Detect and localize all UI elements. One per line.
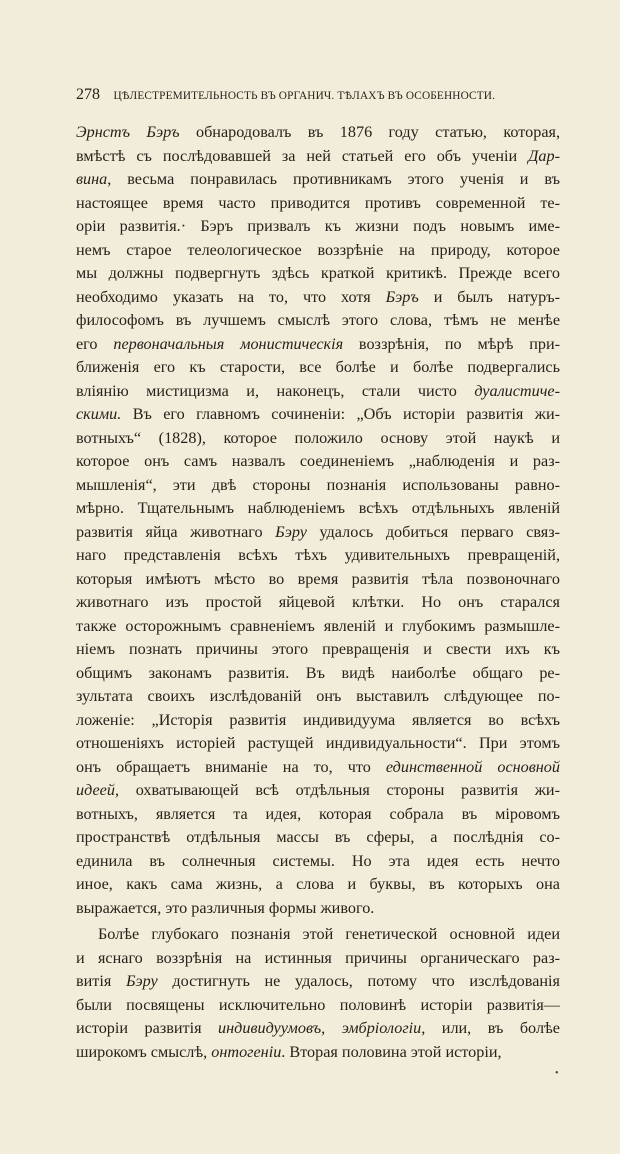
text-span: также осторожнымъ сравненіемъ явленій и глубокимъ размышле- [76, 616, 560, 635]
text-line [76, 873, 560, 897]
text-span: и былъ натуръ- [418, 287, 560, 306]
text-line [76, 215, 560, 239]
italic-span: индивидуумовъ [218, 1019, 322, 1037]
text-span: философомъ въ лучшемъ смыслѣ этого слова, тѣмъ не менѣе [76, 311, 560, 329]
text-line [76, 286, 560, 310]
text-line [76, 544, 560, 568]
text-line [76, 239, 560, 263]
italic-span: эмбріологіи [341, 1019, 422, 1037]
italic-span: скими. [76, 405, 122, 423]
text-line [76, 923, 560, 947]
text-span: зультата своихъ изслѣдованій онъ выставилъ слѣдующее по- [76, 687, 560, 705]
text-span: и яснаго воззрѣнія на истинныя причины органическаго раз- [76, 948, 560, 967]
text-line [76, 568, 560, 592]
text-line [76, 380, 560, 404]
text-line [76, 803, 560, 827]
text-line [76, 638, 560, 662]
text-span: , [321, 1019, 342, 1037]
text-line [76, 615, 560, 639]
text-span: отношеніяхъ исторіей растущей индивидуальности“. При этомъ [76, 734, 560, 752]
text-line [76, 450, 560, 474]
text-line [76, 897, 560, 921]
text-span: ніемъ познать причины этого превращенія и свести ихъ къ [76, 640, 560, 658]
text-span: которыя имѣютъ мѣсто во время развитія тѣла позвоночнаго [76, 569, 560, 588]
text-line [76, 262, 560, 286]
text-span: оріи развитія.· Бэръ призвалъ къ жизни подъ новымъ име- [76, 217, 560, 235]
text-span: достигнуть не удалось, потому что изслѣдованія [157, 972, 560, 990]
text-line [76, 497, 560, 521]
text-span: единила въ солнечныя системы. Но эта идея есть нечто [76, 851, 560, 870]
text-span: , весьма понравилась противникамъ этого ученія и въ [107, 170, 560, 188]
text-line [76, 826, 560, 850]
text-line [76, 168, 560, 192]
text-line [76, 591, 560, 615]
italic-span: онтогеніи [211, 1042, 282, 1061]
text-span: исторіи развитія [76, 1019, 219, 1037]
text-line [76, 427, 560, 451]
text-line [76, 970, 560, 994]
italic-span: единственной основной [385, 757, 560, 776]
page-number: 278 [76, 86, 100, 103]
text-span: были посвящены исключительно половинѣ исторіи развитія— [76, 995, 560, 1014]
text-line [76, 1017, 560, 1041]
text-line [76, 474, 560, 498]
text-span: развитія яйца животнаго [76, 522, 276, 541]
text-line [76, 121, 560, 145]
text-span: воззрѣнія, по мѣрѣ при- [343, 334, 561, 353]
text-span: широкомъ смыслѣ, [76, 1042, 212, 1061]
text-span: Болѣе глубокаго познанія этой генетической основной идеи [98, 925, 560, 943]
text-span: вліянію мистицизма и, наконецъ, стали чисто [76, 381, 475, 400]
italic-span: Эрнстъ Бэръ [76, 123, 180, 141]
italic-span: вина [76, 170, 108, 188]
body-text [76, 121, 560, 1064]
text-line [76, 850, 560, 874]
text-span: вотныхъ, является та идея, которая собрала въ міровомъ [76, 804, 560, 823]
text-span: которое онъ самъ назвалъ соединеніемъ „наблюденія и раз- [76, 452, 560, 470]
text-line [76, 521, 560, 545]
text-line [76, 333, 560, 357]
page-header [76, 86, 560, 104]
text-span: необходимо указать на то, что хотя [76, 287, 386, 306]
text-span: настоящее время часто приводится противъ современной те- [76, 193, 560, 212]
italic-span: Бэру [125, 972, 158, 990]
text-span: Въ его главномъ сочиненіи: „Объ исторіи развитія жи- [121, 405, 560, 423]
text-line [76, 403, 560, 427]
text-span: , или, въ болѣе [421, 1019, 560, 1037]
text-line [76, 994, 560, 1018]
text-line [76, 192, 560, 216]
text-span: обнародовалъ въ 1876 году статью, которая, [179, 123, 560, 141]
italic-span: идеей [76, 781, 115, 799]
text-line [76, 709, 560, 733]
text-line [76, 145, 560, 169]
italic-span: дуалистиче- [474, 381, 560, 400]
text-span: мѣрно. Тщательнымъ наблюденіемъ всѣхъ отдѣльныхъ явленій [76, 499, 560, 517]
speck-mark: • [555, 1068, 559, 1079]
text-span: его [76, 334, 114, 353]
text-line [76, 756, 560, 780]
text-line [76, 732, 560, 756]
text-span: онъ обращаетъ вниманіе на то, что [76, 757, 386, 776]
paragraph [76, 923, 560, 1064]
text-span: наго представленія всѣхъ тѣхъ удивительныхъ превращеній, [76, 546, 560, 564]
italic-span: Бэру [275, 522, 307, 541]
text-line [76, 1041, 560, 1065]
text-span: мы должны подвергнуть здѣсь краткой критикѣ. Прежде всего [76, 264, 560, 282]
text-span: ближенія его къ старости, все болѣе и болѣе подвергались [76, 358, 560, 376]
text-line [76, 309, 560, 333]
italic-span: Дар- [528, 146, 560, 165]
text-span: удалось добиться перваго связ- [306, 522, 560, 541]
text-span: витія [76, 972, 126, 990]
text-line [76, 947, 560, 971]
text-span: пространствѣ отдѣльныя массы въ сферы, а послѣднія со- [76, 828, 560, 846]
text-span: иное, какъ сама жизнь, а слова и буквы, въ которыхъ она [76, 875, 560, 893]
text-line [76, 356, 560, 380]
text-span: общимъ законамъ развитія. Въ видѣ наиболѣе общаго ре- [76, 663, 560, 682]
text-span: . Вторая половина этой исторіи, [281, 1042, 502, 1061]
text-line [76, 779, 560, 803]
italic-span: Бэръ [385, 287, 419, 306]
text-span: животнаго изъ простой яйцевой клѣтки. Но онъ старался [76, 593, 560, 611]
text-line [76, 662, 560, 686]
text-span: , охватывающей всѣ отдѣльныя стороны развитія жи- [114, 781, 560, 799]
italic-span: первоначальныя монистическія [113, 334, 344, 353]
paragraph [76, 121, 560, 920]
running-title: ЦѢЛЕСТРЕМИТЕЛЬНОСТЬ ВЪ ОРГАНИЧ. ТѢЛАХЪ ВЪ ОСОБЕННОСТИ. [113, 90, 496, 102]
text-line [76, 685, 560, 709]
text-span: ложеніе: „Исторія развитія индивидуума является во всѣхъ [76, 710, 560, 729]
text-span: вотныхъ“ (1828), которое положило основу этой наукѣ и [76, 428, 560, 447]
text-span: вмѣстѣ съ послѣдовавшей за ней статьей его объ ученіи [76, 146, 529, 165]
text-span: выражается, это различныя формы живого. [76, 898, 375, 917]
text-span: мышленія“, эти двѣ стороны познанія использованы равно- [76, 475, 560, 494]
text-span: немъ старое телеологическое воззрѣніе на природу, которое [76, 240, 560, 259]
